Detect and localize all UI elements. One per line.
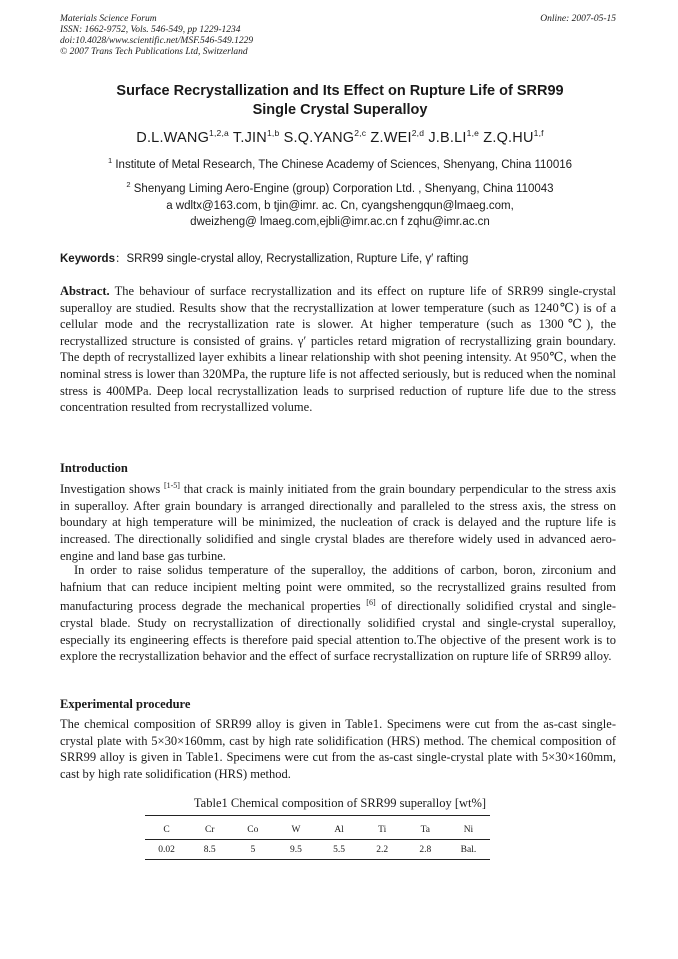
keywords-separator: ： (114, 253, 127, 265)
email-line-2: dweizheng@ lmaeg.com,ejbli@imr.ac.cn f zqhu@imr.ac.cn (190, 216, 490, 228)
keywords-label: Keywords (60, 253, 115, 265)
paragraph-text: In order to raise solidus temperature of the superalloy, the additions of carbon, boron, zirconium and hafnium that can reduce incipient melting point were ommited, so the recrystallized grains resulted from manufacturing process degrade the mechanical properties (60, 563, 616, 614)
abstract (60, 283, 616, 416)
table-row (145, 840, 490, 859)
author-affil-marker: 1,b (266, 128, 280, 138)
affiliation-text: Institute of Metal Research, The Chinese Academy of Sciences, Shenyang, China 110016 (115, 158, 573, 171)
copyright-line: © 2007 Trans Tech Publications Ltd, Switzerland (60, 47, 248, 57)
author-affil-marker: 2,d (411, 128, 425, 138)
affiliation-number: 1 (107, 156, 113, 165)
table-cell: 8.5 (203, 845, 216, 855)
email-line-1: a wdltx@163.com, b tjin@imr. ac. Cn, cyangshengqun@lmaeg.com, (166, 200, 514, 212)
table-cell: 2.8 (419, 845, 432, 855)
citation-ref: [1-5] (163, 481, 180, 490)
author-affil-marker: 1,e (466, 128, 480, 138)
table-header-cell: Cr (204, 825, 215, 835)
paragraph-text: Investigation shows (60, 482, 164, 497)
title-line-1: Surface Recrystallization and Its Effect on Rupture Life of SRR99 (116, 83, 564, 99)
author-affil-marker: 1,2,a (209, 128, 229, 138)
table-header-cell: Ti (378, 825, 387, 835)
affiliation-text: Shenyang Liming Aero-Engine (group) Corporation Ltd. , Shenyang, China 110043 (133, 182, 554, 195)
abstract-label: Abstract. (60, 284, 110, 298)
author-name: T.JIN (232, 129, 267, 146)
author-name: Z.Q.HU (483, 129, 534, 146)
table-header-cell: Al (334, 825, 344, 835)
affiliation-2 (40, 177, 640, 197)
table-header-cell: Ta (420, 825, 430, 835)
table-header-cell: W (291, 825, 301, 835)
paragraph-text: that crack is mainly initiated from the grain boundary perpendicular to the stress axis in superalloy. After grain boundary is arranged directionally and paralleled to the stress axis, the stress on boundary at high temperature will be minimized, the nucleation of crack is delayed and the rupture life is increased. The directionally solidified and single crystal blades are therefore widely used in advanced aero-engine and land base gas turbine. (60, 482, 616, 563)
issn-line: ISSN: 1662-9752, Vols. 546-549, pp 1229-1234 (60, 25, 241, 35)
author-name: S.Q.YANG (283, 129, 355, 146)
table-cell: 0.02 (158, 845, 175, 855)
section-heading-experimental: Experimental procedure (60, 697, 191, 711)
section-heading-introduction: Introduction (60, 461, 128, 475)
title-line-2: Single Crystal Superalloy (252, 102, 428, 118)
table-caption: Table1 Chemical composition of SRR99 superalloy [wt%] (193, 796, 487, 810)
author-name: D.L.WANG (136, 129, 210, 146)
table-header-cell: C (163, 825, 170, 835)
intro-paragraph-1 (60, 478, 616, 564)
composition-table (145, 815, 490, 860)
abstract-text: The behaviour of surface recrystallization and its effect on rupture life of SRR99 single-crystal superalloy are studied. Results show that the recrystallization at lower temperature (such as 1240℃) is of a cellular mode and the recrystallization rate is slower. At higher temperature (such as 1300℃), the recrystallized structure is consisted of grains. γ′ particles retard migration of recrystallizing grain boundary. The depth of recrystallized layer exhibits a linear relationship with shot peening intensity. At 950℃, when the nominal stress is lower than 320MPa, the rupture life is not affected seriously, but is reduced when the nominal stress is 400MPa. Deep local recrystallization leads to surprised reduction of rupture life due to the stress concentration resulted from recrystallized volume. (60, 284, 616, 415)
doi-line: doi:10.4028/www.scientific.net/MSF.546-549.1229 (60, 36, 254, 46)
table-header-cell: Ni (463, 825, 474, 835)
citation-ref: [6] (366, 598, 376, 608)
keywords-text: SRR99 single-crystal alloy, Recrystallization, Rupture Life, γ′ rafting (126, 253, 469, 265)
journal-name: Materials Science Forum (60, 14, 157, 24)
paragraph-text: of directionally solidified crystal and single-crystal blade. Study on recrystallization of directionally solidified crystal and single-crystal superalloy, especially its engineering effects is therefore paid special attention to.The objective of the present work is to explore the recrystallization behavior and the effect of surface recrystallization on rupture life of SRR99 alloy. (60, 599, 616, 664)
online-date: Online: 2007-05-15 (540, 14, 616, 24)
table-header-row (145, 816, 490, 840)
table-cell: 2.2 (376, 845, 389, 855)
table-header-cell: Co (247, 825, 259, 835)
author-affil-marker: 1,f (533, 128, 544, 138)
author-affil-marker: 2,c (354, 128, 367, 138)
author-list (60, 128, 620, 146)
author-name: Z.WEI (370, 129, 412, 146)
paper-title (60, 82, 620, 120)
affiliation-1 (40, 153, 640, 173)
journal-header (60, 14, 253, 58)
table-cell: 9.5 (290, 845, 302, 855)
experimental-paragraph: The chemical composition of SRR99 alloy is given in Table1. Specimens were cut from the as-cast single-crystal plate with 5×30×160mm, cast by high rate solidification (HRS) method. The chemical composition of SRR99 alloy is given in Table1. Specimens were cut from the as-cast single-crystal plate with 5×30×160mm, cast by high rate solidification (HRS) method. (60, 717, 616, 781)
table-cell: Bal. (460, 845, 477, 855)
affiliation-number: 2 (126, 180, 131, 189)
table-cell: 5.5 (333, 845, 345, 855)
keywords (60, 250, 630, 266)
author-name: J.B.LI (428, 129, 467, 146)
intro-paragraph-2 (60, 562, 616, 665)
table-cell: 5 (250, 845, 256, 855)
